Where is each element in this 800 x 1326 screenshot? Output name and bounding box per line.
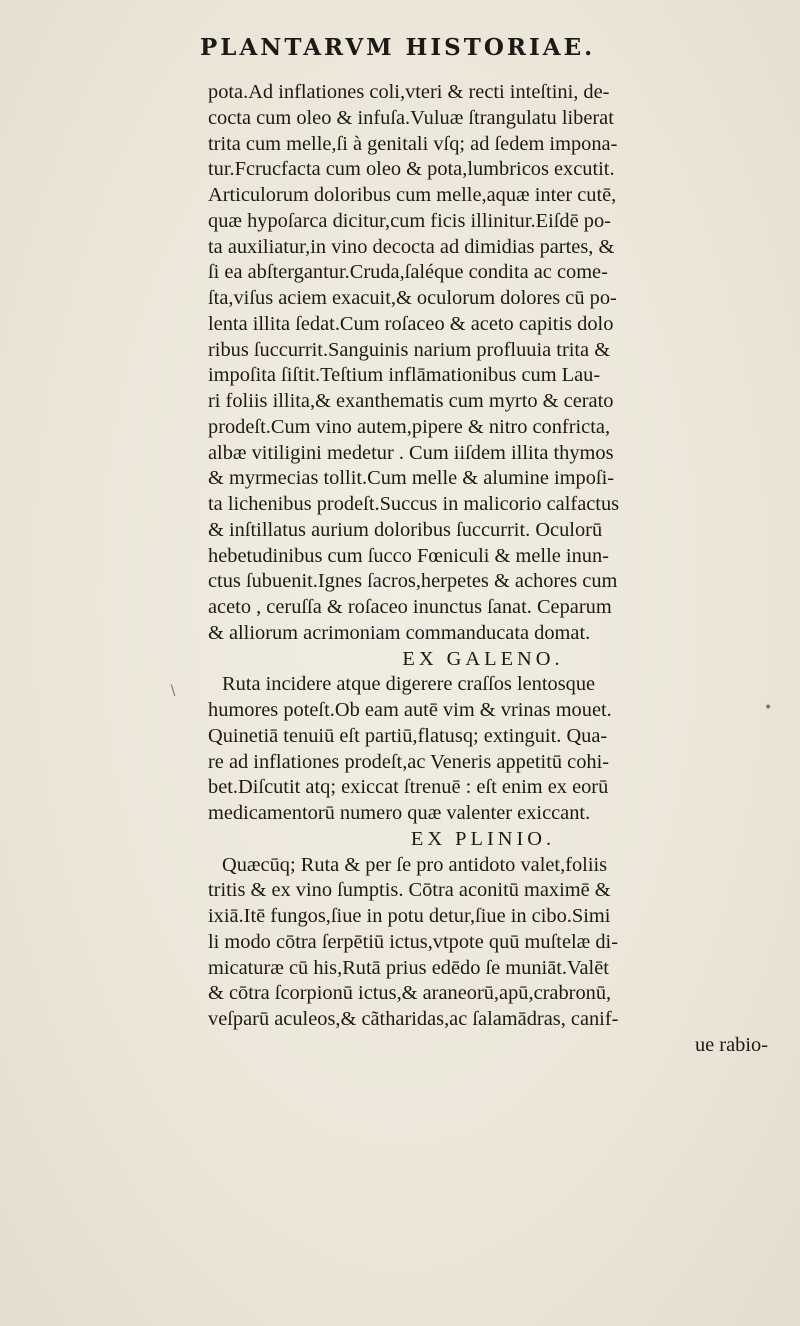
- text-line: & inſtillatus aurium doloribus ſuccurrit. Oculorū: [208, 518, 603, 541]
- text-line: lenta illita ſedat.Cum roſaceo & aceto capitis dolo: [208, 312, 614, 335]
- text-line: ri foliis illita,& exanthematis cum myrto & cerato: [208, 390, 614, 412]
- text-line: cocta cum oleo & infuſa.Vuluæ ſtrangulatu liberat: [208, 106, 614, 129]
- text-line: li modo cōtra ſerpētiū ictus,vtpote quū muſtelæ di-: [208, 930, 619, 953]
- text-line: prodeſt.Cum vino autem,pipere & nitro confricta,: [208, 415, 611, 438]
- text-line: & cōtra ſcorpionū ictus,& araneorū,apū,crabronū,: [208, 982, 612, 1005]
- text-line: ixiā.Itē fungos,ſiue in potu detur,ſiue in cibo.Simi: [208, 905, 611, 927]
- text-line: humores poteſt.Ob eam autē vim & vrinas mouet.: [208, 699, 612, 721]
- text-line: micaturæ cū his,Rutā prius edēdo ſe muniāt.Valēt: [208, 956, 609, 979]
- text-line: ſta,viſus aciem exacuit,& oculorum dolores cū po-: [208, 287, 617, 309]
- text-line: re ad inflationes prodeſt,ac Veneris appetitū cohi-: [208, 750, 610, 773]
- text-line: Quæcūq; Ruta & per ſe pro antidoto valet,foliis: [222, 853, 608, 876]
- text-line: albæ vitiligini medetur . Cum iiſdem illita thymos: [208, 441, 614, 464]
- text-line: ſi ea abſtergantur.Cruda,ſaléque condita ac come-: [208, 261, 608, 284]
- running-title: PLANTARVM HISTORIAE.: [200, 34, 596, 61]
- text-line: & myrmecias tollit.Cum melle & alumine impoſi-: [208, 467, 615, 490]
- text-line: hebetudinibus cum ſucco Fœniculi & melle inun-: [208, 544, 609, 567]
- section-heading-galen: EX GALENO.: [402, 647, 564, 670]
- text-line: tur.Fcrucfacta cum oleo & pota,lumbricos excutit.: [208, 158, 615, 181]
- text-line: medicamentorū numero quæ valenter exiccant.: [208, 802, 591, 824]
- text-line: ta lichenibus prodeſt.Succus in malicorio calfactus: [208, 493, 620, 515]
- text-line: ctus ſubuenit.Ignes ſacros,herpetes & achores cum: [208, 570, 618, 593]
- text-line: veſparū aculeos,& cãtharidas,ac ſalamādras, canif-: [208, 1008, 619, 1030]
- text-line: & alliorum acrimoniam commanducata domat.: [208, 621, 591, 644]
- text-line: Articulorum doloribus cum melle,aquæ inter cutē,: [208, 184, 617, 206]
- text-line: pota.Ad inflationes coli,vteri & recti inteſtini, de-: [208, 81, 610, 103]
- text-line: bet.Diſcutit atq; exiccat ſtrenuē : eſt enim ex eorū: [208, 776, 609, 799]
- catchword: ue rabio-: [694, 1033, 768, 1056]
- section-heading-pliny: EX PLINIO.: [410, 827, 556, 850]
- text-line: trita cum melle,ſi à genitali vſq; ad ſedem impona-: [208, 132, 618, 155]
- text-line: tritis & ex vino ſumptis. Cōtra aconitū maximē &: [208, 879, 611, 902]
- text-line: Ruta incidere atque digerere craſſos lentosque: [222, 673, 596, 696]
- text-line: impoſita ſiſtit.Teſtium inflāmationibus cum Lau-: [208, 364, 601, 387]
- body-text: [208, 80, 788, 1059]
- text-line: ribus ſuccurrit.Sanguinis narium profluuia trita &: [208, 338, 611, 361]
- text-line: quæ hypoſarca dicitur,cum ficis illinitur.Eiſdē po-: [208, 209, 611, 232]
- text-line: aceto , ceruſſa & roſaceo inunctus ſanat. Ceparum: [208, 596, 612, 618]
- margin-dot: •: [764, 700, 773, 716]
- text-line: ta auxiliatur,in vino decocta ad dimidias partes, &: [208, 235, 615, 258]
- margin-mark: ∖: [168, 683, 177, 699]
- text-line: Quinetiā tenuiū eſt partiū,flatusq; extinguit. Qua-: [208, 724, 608, 747]
